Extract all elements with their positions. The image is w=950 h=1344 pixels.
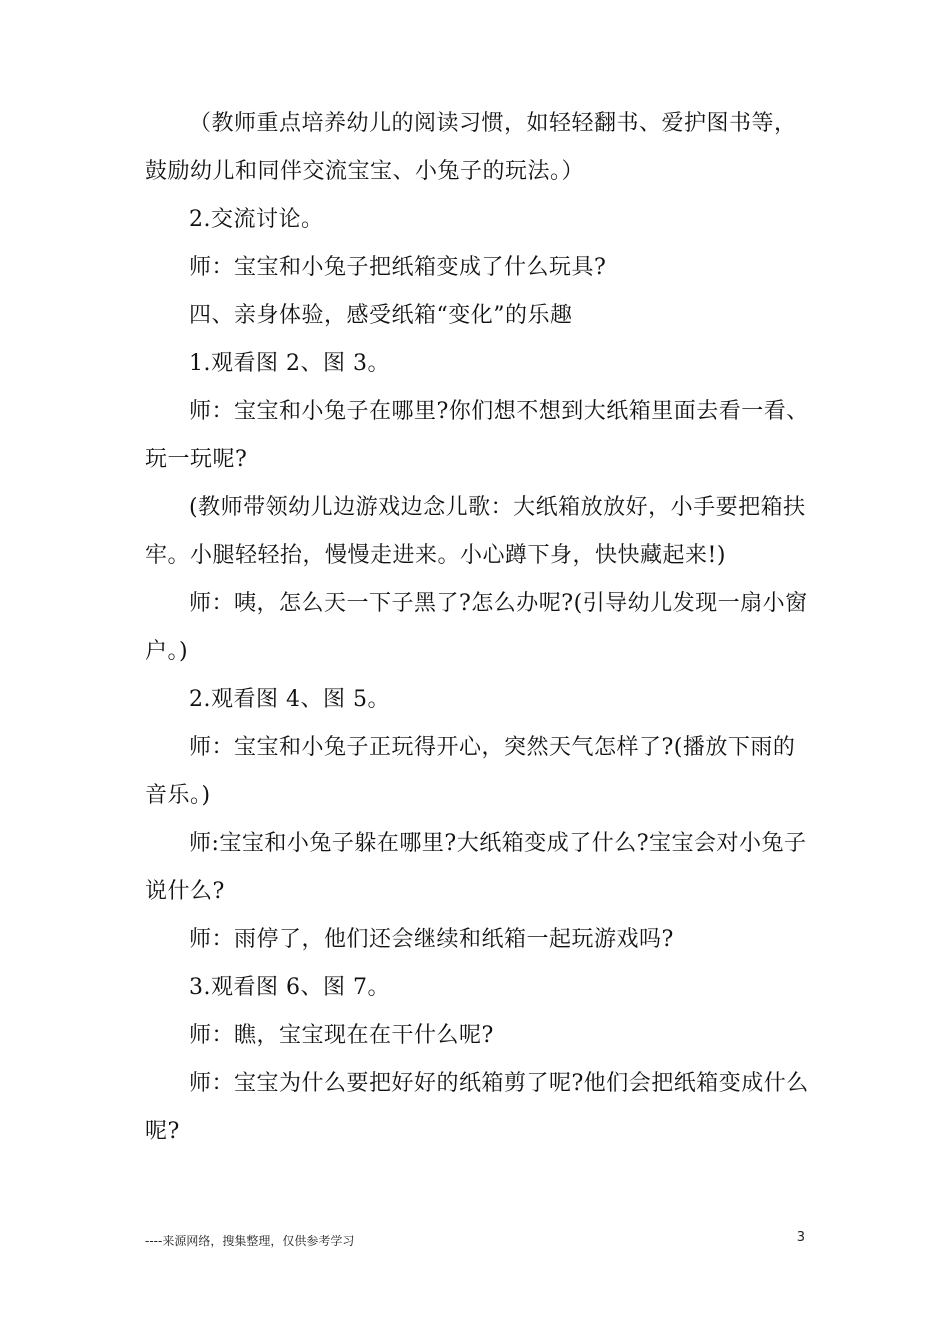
- paragraph-teacher-question-where: 师：宝宝和小兔子在哪里?你们想不想到大纸箱里面去看一看、玩一玩呢?: [145, 399, 809, 472]
- paragraph-view-figures-2-3: 1.观看图 2、图 3。: [189, 351, 390, 376]
- paragraph-view-figures-6-7: 3.观看图 6、图 7。: [189, 975, 390, 1000]
- page-number: 3: [796, 1230, 805, 1245]
- paragraph-reading-habits: （教师重点培养幼儿的阅读习惯，如轻轻翻书、爱护图书等，鼓励幼儿和同伴交流宝宝、小兔子的玩法。）: [145, 111, 797, 184]
- paragraph-teacher-look: 师：瞧，宝宝现在在干什么呢?: [189, 1023, 494, 1048]
- section-heading-experience: 四、亲身体验，感受纸箱“变化”的乐趣: [189, 303, 573, 328]
- paragraph-nursery-rhyme: (教师带领幼儿边游戏边念儿歌：大纸箱放放好，小手要把箱扶牢。小腿轻轻抬，慢慢走进来。小心蹲下身，快快藏起来!): [145, 495, 806, 568]
- paragraph-teacher-dark: 师：咦，怎么天一下子黑了?怎么办呢?(引导幼儿发现一扇小窗户。): [145, 591, 808, 664]
- footer-source-note: ----来源网络，搜集整理，仅供参考学习: [145, 1234, 355, 1248]
- paragraph-view-figures-4-5: 2.观看图 4、图 5。: [189, 687, 390, 712]
- paragraph-teacher-question-toy: 师：宝宝和小兔子把纸箱变成了什么玩具?: [189, 255, 607, 280]
- paragraph-teacher-cut-box: 师：宝宝为什么要把好好的纸箱剪了呢?他们会把纸箱变成什么呢?: [145, 1071, 809, 1144]
- paragraph-teacher-hiding: 师:宝宝和小兔子躲在哪里?大纸箱变成了什么?宝宝会对小兔子说什么?: [145, 831, 807, 904]
- page-content: [145, 100, 810, 1156]
- paragraph-discussion-heading: 2.交流讨论。: [189, 207, 324, 232]
- paragraph-teacher-rain-stopped: 师：雨停了，他们还会继续和纸箱一起玩游戏吗?: [189, 927, 674, 952]
- paragraph-teacher-weather: 师：宝宝和小兔子正玩得开心，突然天气怎样了?(播放下雨的音乐。): [145, 735, 796, 808]
